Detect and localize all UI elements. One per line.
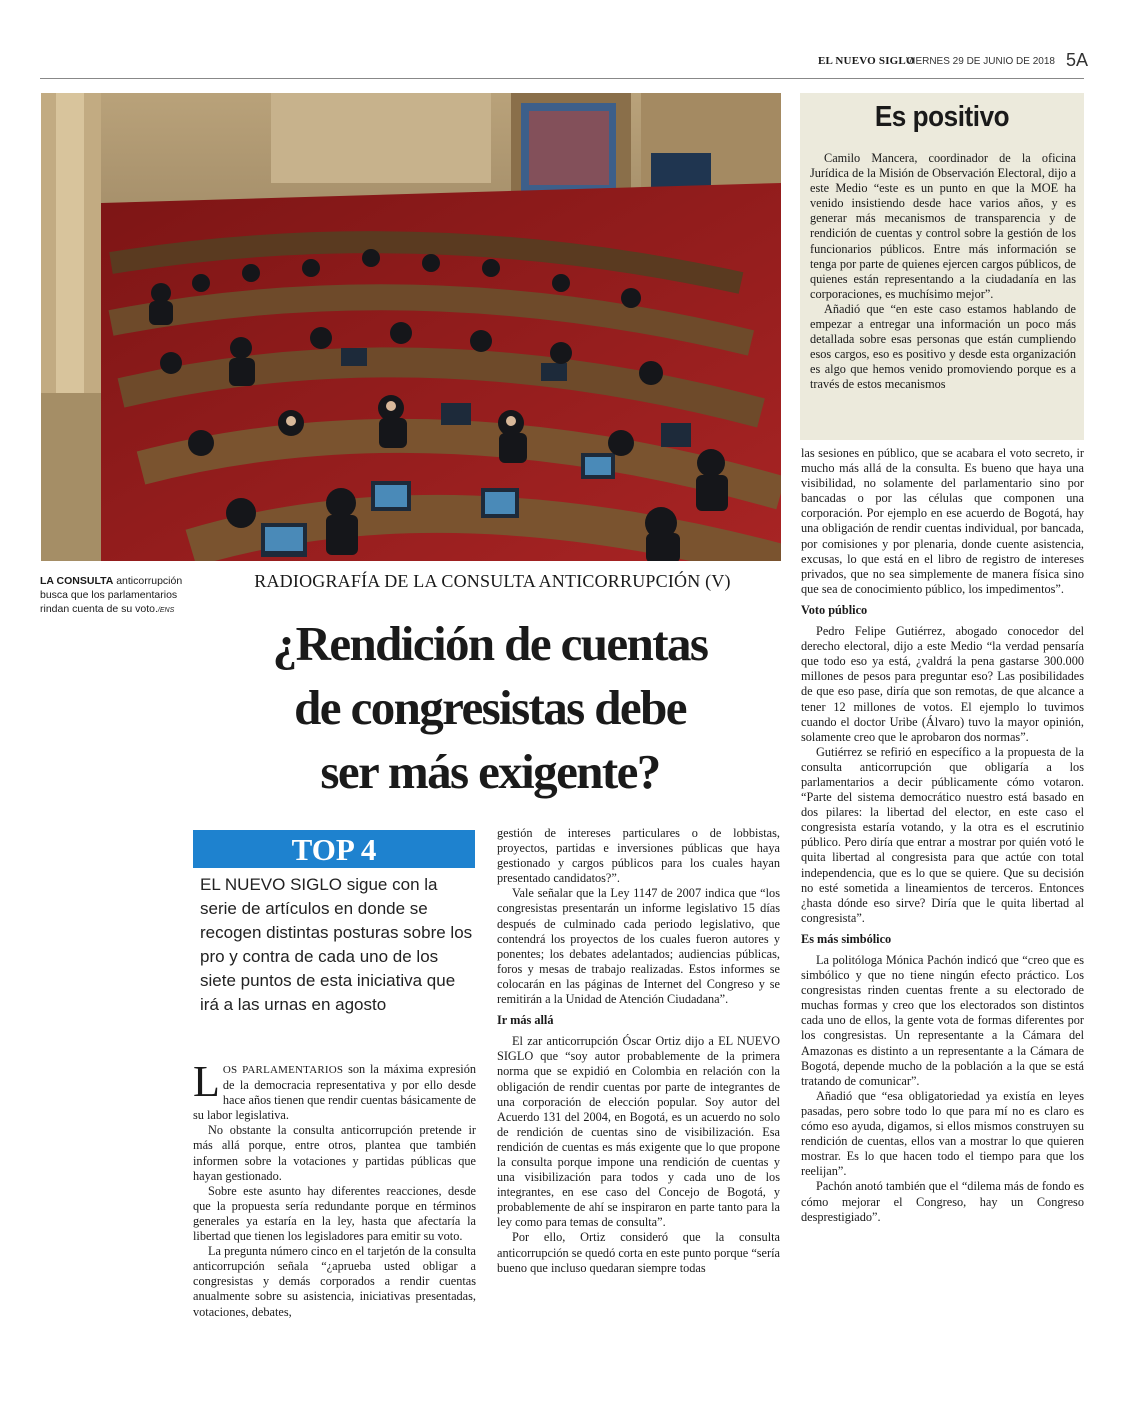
subhead-es-mas-simbolico: Es más simbólico [801, 931, 892, 946]
lead-text: son la máxima expresión de la democracia representativa y por ello desde hace años tienen que rendir cuentas básicamente de su labor legislativa. [193, 1062, 476, 1123]
paragraph: El zar anticorrupción Óscar Ortiz dijo a EL NUEVO SIGLO que “soy autor probablemente de la primera norma que se expidió en Colombia en relación con la obligación de rendir cuentas por parte de integrantes de una corporación de elección popular. Soy autor del Acuerdo 131 del 2004, en Bogotá, es un acuerdo no solo de rendición de cuentas sino de visibilización. Esa rendición de cuentas es más exigente que lo que propone la consulta porque impone una rendición de cuentas y una visibilización para todos y cada uno de los integrantes, en ese caso del Concejo de Bogotá, y probablemente de ahí se inspiraron en parte tanto para la ley como para temas de consulta”. [497, 1034, 780, 1230]
sidebar-body [810, 151, 1076, 393]
article-column-1 [193, 1057, 476, 1320]
article-column-3 [801, 446, 1084, 1225]
newspaper-name: EL NUEVO SIGLO [818, 55, 915, 67]
paragraph: gestión de intereses particulares o de lobbistas, proyectos, partidas e inversiones públicas que haya gestionado y cargos públicos para los cuales hayan presentado candidatos?”. [497, 826, 780, 886]
page-number: 5A [1065, 50, 1088, 70]
top4-summary: EL NUEVO SIGLO sigue con la serie de artículos en donde se recogen distintas posturas sobre los pro y contra de cada uno de los siete puntos de esta iniciativa que irá a las urnas en agosto [200, 875, 473, 1014]
caption-label: LA CONSULTA [40, 575, 114, 587]
photo-credit: /ENS [157, 607, 175, 614]
paragraph: Pachón anotó también que el “dilema más de fondo es cómo mejorar el Congreso, hay un Congreso desprestigiado”. [801, 1179, 1084, 1224]
paragraph: Vale señalar que la Ley 1147 de 2007 indica que “los congresistas presentarán un informe legislativo 15 días después de culminado cada periodo legislativo, que contendrá los proyectos de los cuales fueron autores y ponentes; los debates adelantados; audiencias públicas, foros y mesas de trabajo realizadas. Estos informes se colocarán en las páginas de Internet del Congreso y se remitirán a la Unidad de Atención Ciudadana”. [497, 886, 780, 1007]
subhead-ir-mas-alla: Ir más allá [497, 1013, 554, 1028]
lead-paragraph [193, 1057, 476, 1123]
paragraph: Gutiérrez se refirió en específico a la propuesta de la consulta anticorrupción que obligaría a los parlamentarios a decir públicamente cómo votaron. “Parte del sistema democrático nuestro está basado en dos pilares: la libertad del elector, en este caso el congresista estaría votando, y la otra es el escrutinio público. Pero diría que entrar a mostrar por quién votó le quita libertad al congresista para que actúe con total independencia, que es lo que se quiere. Que su decisión no esté sometida a lineamientos de terceros. Entonces ¿hasta dónde eso sirve? Diría que le quita libertad al congresista”. [801, 744, 1084, 925]
sidebar-title: Es positivo [874, 101, 1010, 133]
paragraph: Añadió que “en este caso estamos hablando de empezar a entregar una información un poco más detallada sobre esas personas que están cumpliendo esos cargos, eso es positivo y desde esta organización es algo que hemos venido promoviendo porque es a través de estos mecanismos [810, 301, 1076, 392]
headline-line: ser más exigente? [320, 744, 660, 799]
masthead [780, 50, 1088, 74]
drop-cap: L [193, 1057, 220, 1106]
sidebar-es-positivo [800, 93, 1084, 440]
article-kicker: RADIOGRAFÍA DE LA CONSULTA ANTICORRUPCIÓN (V) [254, 571, 731, 591]
congress-chamber-photo [41, 93, 781, 561]
headline-line: de congresistas debe [294, 680, 686, 735]
subhead-voto-publico: Voto público [801, 602, 868, 617]
issue-date: VIERNES 29 DE JUNIO DE 2018 [906, 56, 1055, 67]
article-column-2 [497, 826, 780, 1276]
header-rule [40, 78, 1084, 79]
headline-line: ¿Rendición de cuentas [272, 616, 708, 671]
paragraph: Pedro Felipe Gutiérrez, abogado conocedor del derecho electoral, dijo a este Medio “la verdad pensaría que todo eso ya está, ¿valdrá la pena gastarse 300.000 millones de pesos para preguntar eso? Las posibilidades de que eso pase, diría que son remotas, de que alcance a tener 12 millones de votos. El ejemplo lo tuvimos cuando el doctor Uribe (Álvaro) tuvo la mayor opinión, solamente creo que le aprobaron dos normas”. [801, 624, 1084, 744]
paragraph: Por ello, Ortiz consideró que la consulta anticorrupción se quedó corta en este punto porque “sería bueno que incluso quedaran siempre todas [497, 1230, 780, 1275]
top4-banner: TOP 4 [193, 830, 475, 868]
caption-text: anticorrupción busca que los parlamentarios rindan cuenta de su voto. [40, 575, 183, 615]
article-headline [195, 612, 785, 804]
paragraph: las sesiones en público, que se acabara el voto secreto, ir mucho más allá de la consulta. Es bueno que haya una visibilidad, no solamente del parlamentario sino por bancadas o por las células que componen una corporación. Por ejemplo en ese acuerdo de Bogotá, hay una obligación de rendir cuentas individual, por bancada, por comisiones y por plenaria, donde cuente asistencia, excusas, lo que está en el libro de registro de intereses privados, que no sea simplemente de manera física sino que sea de conocimiento público, los impedimentos”. [801, 446, 1084, 596]
paragraph: Añadió que “esa obligatoriedad ya existía en leyes pasadas, pero sobre todo lo que para mí no es claro es cómo eso ayuda, digamos, si ellos mismos construyen su rendición de cuentas, ellos van a mostrar lo que quieren mostrar. Es lo que hacen todo el tiempo para que los reelijan”. [801, 1088, 1084, 1179]
paragraph: La pregunta número cinco en el tarjetón de la consulta anticorrupción señala “¿aprueba usted obligar a congresistas y demás corporados a rendir cuentas anualmente sobre su asistencia, iniciativas presentadas, votaciones, debates, [193, 1244, 476, 1319]
paragraph: La politóloga Mónica Pachón indicó que “creo que es simbólico y que no tiene ningún efecto práctico. Los congresistas rinden cuentas frente a su electorado de muchas formas y creo que los electorados son distintos cada uno de ellos, la gente vota de formas diferentes por los congresistas. Un representante a la Cámara del Amazonas es distinto a un representante a la Cámara de Bogotá, depende mucho de la población a la que se está tratando de comunicar”. [801, 953, 1084, 1088]
lead-caps: OS PARLAMENTARIOS [222, 1064, 344, 1076]
photo-caption [40, 574, 190, 618]
paragraph: Sobre este asunto hay diferentes reacciones, desde que la propuesta sería redundante porque en términos generales ya estaría en la ley, hasta que afectaría la libertad que tienen los legisladores para emitir su voto. [193, 1183, 476, 1244]
paragraph: Camilo Mancera, coordinador de la oficina Jurídica de la Misión de Observación Electoral, dijo a este Medio “este es un punto en que la MOE ha venido insistiendo desde hace varios años, y es generar más mecanismos de transparencia y de rendición de cuentas y control sobre la gestión de los funcionarios públicos. Entre más información se tenga por parte de quienes ejercen cargos públicos, de quienes están representando a la ciudadanía en las corporaciones, es muchísimo mejor”. [810, 151, 1076, 301]
paragraph: No obstante la consulta anticorrupción pretende ir más allá porque, entre otros, plantea que también informen sobre la votaciones y partidas públicas que hayan gestionado. [193, 1123, 476, 1183]
